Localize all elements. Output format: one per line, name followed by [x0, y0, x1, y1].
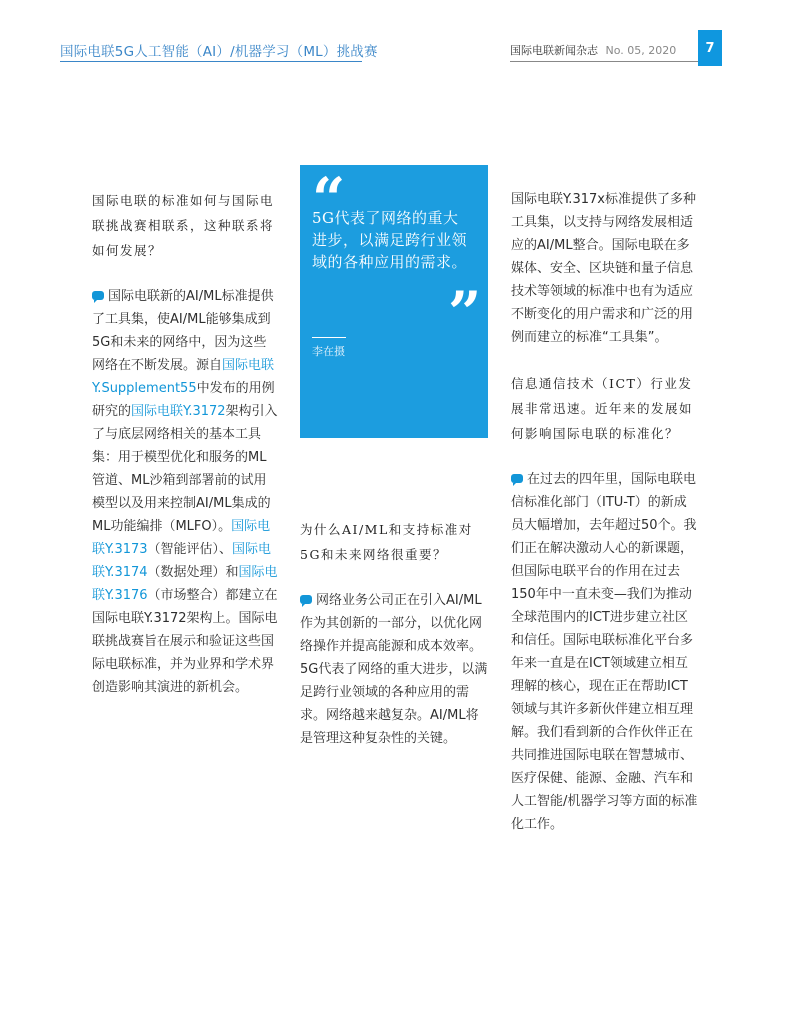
- answer-paragraph: [300, 589, 490, 750]
- quote-divider: [312, 337, 346, 338]
- page-number: 7: [698, 30, 722, 66]
- link-y3176[interactable]: 国际电联Y.3176: [92, 565, 278, 603]
- answer-text: 国际电联新的AI/ML标准提供了工具集，使AI/ML能够集成到5G和未来的网络中，因为这些网络在不断发展。源自: [92, 289, 274, 373]
- question-heading: 为什么AI/ML和支持标准对5G和未来网络很重要？: [300, 522, 473, 562]
- header-divider-left: [60, 61, 362, 62]
- answer-text: 架构引入了与底层网络相关的基本工具集：用于模型优化和服务的ML管道、ML沙箱到部署前的试用模型以及用来控制AI/ML集成的ML功能编排（MLFO）。: [92, 404, 278, 534]
- answer-paragraph: [92, 285, 278, 699]
- answer-paragraph: [511, 468, 699, 836]
- link-y3172[interactable]: 国际电联Y.3172: [131, 404, 226, 419]
- answer-text: （市场整合）都建立在国际电联Y.3172架构上。国际电联挑战赛旨在展示和验证这些国际电联标准，并为业界和学术界创造影响其演进的新机会。: [92, 588, 278, 695]
- question-heading: 信息通信技术（ICT）行业发展非常迅速。近年来的发展如何影响国际电联的标准化？: [511, 376, 694, 441]
- answer-text: 在过去的四年里，国际电联电信标准化部门（ITU-T）的新成员大幅增加，去年超过50个。我们正在解决激动人心的新课题，但国际电联平台的作用在过去150年中一直未变—我们为推动全球范围内的ICT进步建立社区和信任。国际电联标准化平台多年来一直是在ICT领域建立相互理解的核心，现在正在帮助ICT领域与其许多新伙伴建立相互理解。我们看到新的合作伙伴正在共同推进国际电联在智慧城市、医疗保健、能源、金融、汽车和人工智能/机器学习等方面的标准化工作。: [511, 472, 698, 832]
- column-right: [511, 188, 699, 836]
- link-y3174[interactable]: 国际电联Y.3174: [92, 542, 272, 580]
- pull-quote: [300, 165, 488, 438]
- running-title: 国际电联5G人工智能（AI）/机器学习（ML）挑战赛: [60, 44, 378, 60]
- open-quote-icon: “: [312, 165, 346, 233]
- publication-info: [510, 42, 676, 58]
- column-left: [92, 188, 278, 699]
- header-divider-right: [510, 61, 698, 62]
- answer-text: 网络业务公司正在引入AI/ML作为其创新的一部分，以优化网络操作并提高能源和成本效率。5G代表了网络的重大进步，以满足跨行业领域的各种应用的需求。网络越来越复杂。AI/ML将是管理这种复杂性的关键。: [300, 593, 488, 746]
- publication-name: 国际电联新闻杂志: [510, 44, 598, 57]
- speech-bubble-icon: [300, 595, 312, 604]
- answer-text: （数据处理）和: [147, 565, 239, 580]
- quote-author: 李在摄: [312, 345, 345, 358]
- answer-text: （智能评估）、: [147, 542, 233, 557]
- quote-text: 5G代表了网络的重大进步，以满足跨行业领域的各种应用的需求。: [312, 209, 468, 271]
- answer-text: 中发布的用例研究的: [92, 381, 275, 419]
- speech-bubble-icon: [511, 474, 523, 483]
- column-middle: [300, 517, 490, 750]
- question-heading: 国际电联的标准如何与国际电联挑战赛相联系，这种联系将如何发展？: [92, 193, 275, 258]
- intro-paragraph: 国际电联Y.317x标准提供了多种工具集，以支持与网络发展相适应的AI/ML整合。国际电联在多媒体、安全、区块链和量子信息技术等领域的标准中也有为适应不断变化的用户需求和广泛的用例而建立的标准“工具集”。: [511, 192, 696, 345]
- speech-bubble-icon: [92, 291, 104, 300]
- issue-number: No. 05, 2020: [605, 44, 677, 57]
- link-y3173[interactable]: 国际电联Y.3173: [92, 519, 271, 557]
- link-y-supplement55[interactable]: 国际电联Y.Supplement55: [92, 358, 275, 396]
- close-quote-icon: ”: [448, 279, 482, 347]
